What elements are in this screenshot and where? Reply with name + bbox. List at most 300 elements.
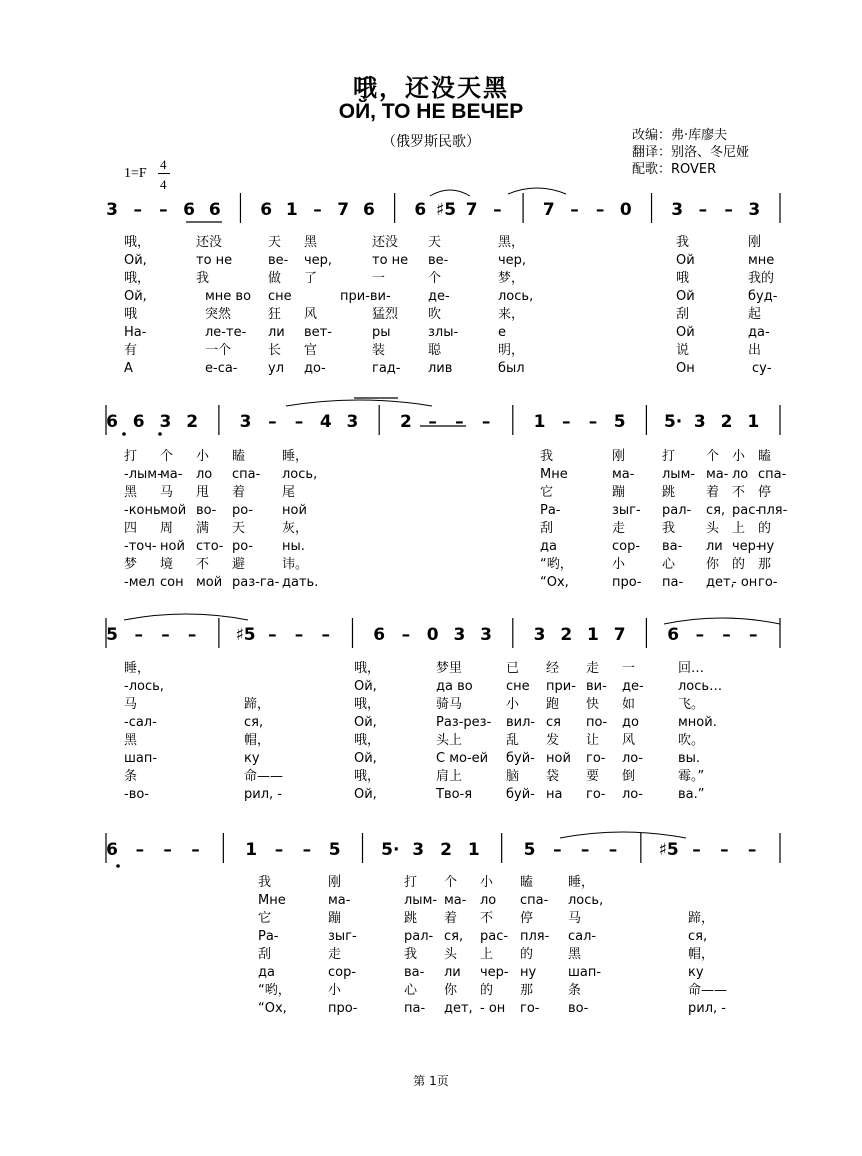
lyric-syllable: 心 — [662, 557, 676, 572]
lyric-syllable: 跳 — [662, 485, 676, 500]
lyric-syllable: - он — [732, 575, 758, 590]
lyric-syllable: 快 — [586, 697, 600, 712]
note-dash: – — [274, 840, 284, 860]
note-dash: – — [580, 840, 590, 860]
lyric-syllable: 我 — [404, 947, 418, 962]
lyric-syllable: мне — [748, 253, 775, 268]
lyric-syllable: 个 — [706, 449, 720, 464]
lyric-syllable: 走 — [612, 521, 626, 536]
lyric-syllable: ва- — [662, 539, 683, 554]
note: 3 — [693, 412, 706, 432]
lyric-syllable: сне — [506, 679, 530, 694]
lyric-syllable: го- — [758, 575, 778, 590]
lyric-syllable: сон — [160, 575, 184, 590]
note: 5· — [381, 840, 400, 860]
note: 2 — [399, 412, 412, 432]
lyric-syllable: 停 — [758, 485, 772, 500]
lyric-syllable: ку — [688, 965, 704, 980]
note: 1 — [467, 840, 480, 860]
lyric-syllable: 乱 — [506, 733, 520, 748]
lyric-syllable: 打 — [404, 875, 418, 890]
lyric-syllable: А — [124, 361, 133, 376]
lyric-syllable: 四 — [124, 521, 138, 536]
note: 5 — [523, 840, 536, 860]
lyric-syllable: 睡， — [568, 875, 595, 890]
lyric-syllable: ма- — [328, 893, 351, 908]
lyric-syllable: да- — [748, 325, 770, 340]
note-dash: – — [294, 412, 304, 432]
note: 3 — [533, 625, 546, 645]
note-dash: – — [553, 840, 562, 860]
lyric-syllable: буд- — [748, 289, 778, 304]
lyric-syllable: 甩 — [196, 485, 210, 500]
lyric-syllable: шап- — [124, 751, 158, 766]
lyric-syllable: при- — [546, 679, 576, 694]
lyric-syllable: 走 — [328, 947, 342, 962]
note: 6 — [106, 412, 118, 432]
note: 7 — [613, 625, 626, 645]
note: 3 — [346, 412, 359, 432]
note-dash: – — [749, 625, 758, 645]
lyric-syllable: е-са- — [205, 361, 238, 376]
lyric-syllable: чер, — [304, 253, 333, 268]
note: 2 — [560, 625, 573, 645]
lyric-syllable: 骑马 — [436, 697, 463, 712]
lyric-syllable: го- — [586, 787, 606, 802]
note-dash: – — [428, 412, 437, 432]
lyric-syllable: 境 — [160, 557, 174, 572]
note: 5 — [613, 412, 626, 432]
lyric-syllable: -во- — [124, 787, 149, 802]
note: 6 — [183, 200, 195, 220]
note: 1 — [747, 412, 760, 432]
lyric-syllable: сор- — [328, 965, 357, 980]
lyric-syllable: 个 — [428, 271, 442, 286]
note: 3 — [159, 412, 172, 432]
lyric-syllable: 着 — [232, 485, 246, 500]
lyric-syllable: 灰， — [282, 521, 309, 536]
note: 7 — [542, 200, 555, 220]
lyric-syllable: ло — [196, 467, 213, 482]
lyric-syllable: 发 — [546, 733, 560, 748]
lyric-syllable: ле-те- — [205, 325, 247, 340]
lyric-syllable: сто- — [196, 539, 224, 554]
note-dash: – — [401, 625, 411, 645]
lyric-syllable: спа- — [758, 467, 787, 482]
lyric-syllable: Ой, — [124, 289, 147, 304]
lyric-syllable: сне — [268, 289, 292, 304]
note: 5 — [328, 840, 341, 860]
note-dash: – — [191, 840, 200, 860]
lyric-syllable: 聪 — [428, 343, 442, 358]
lyric-syllable: ма- — [444, 893, 467, 908]
lyric-syllable: 哦 — [124, 307, 138, 322]
lyric-syllable: 帽， — [688, 947, 715, 962]
lyric-syllable: 突然 — [205, 307, 232, 322]
note-dash: – — [608, 840, 618, 860]
lyric-syllable: ку — [244, 751, 260, 766]
note: 6 — [373, 625, 386, 645]
note: ♯5 — [658, 840, 679, 860]
note: 3 — [412, 840, 425, 860]
lyric-syllable: рас- — [732, 503, 761, 518]
lyric-syllable: го- — [586, 751, 606, 766]
lyric-syllable: дет, — [706, 575, 735, 590]
lyric-syllable: ну — [520, 965, 537, 980]
tie-slur — [664, 618, 780, 624]
song-title-chinese: 哦，还没天黑 — [353, 73, 509, 102]
lyric-syllable: по- — [586, 715, 608, 730]
note-dash: – — [133, 200, 142, 220]
lyric-syllable: 风 — [304, 307, 318, 322]
lyric-syllable: 条 — [124, 769, 138, 784]
lyric-syllable: 马 — [160, 485, 174, 500]
note: 6 — [414, 200, 427, 220]
lyric-syllable: 不 — [732, 485, 746, 500]
lyric-syllable: рил, - — [244, 787, 282, 802]
lyric-syllable: 一 — [372, 271, 386, 286]
lyric-syllable: дет, — [444, 1001, 473, 1016]
lyric-syllable: 刮 — [540, 521, 554, 536]
note-dash: – — [695, 625, 705, 645]
lyric-syllable: 走 — [586, 661, 600, 676]
lyric-syllable: при-ви- — [340, 289, 391, 304]
lyric-syllable: 一 — [622, 661, 636, 676]
lyric-syllable: лось… — [678, 679, 723, 694]
octave-dot — [122, 432, 126, 436]
note: ♯5 — [235, 625, 256, 645]
lyric-syllable: -лым- — [124, 467, 162, 482]
lyric-syllable: ну — [758, 539, 775, 554]
lyric-syllable: 上 — [480, 947, 494, 962]
lyric-syllable: 不 — [480, 911, 494, 926]
lyric-syllable: ма- — [160, 467, 183, 482]
lyric-syllable: шап- — [568, 965, 602, 980]
lyric-syllable: 霉。” — [678, 769, 705, 784]
lyric-syllable: 风 — [622, 733, 636, 748]
lyric-syllable: 头 — [444, 947, 458, 962]
lyric-syllable: на — [546, 787, 563, 802]
lyric-syllable: лым- — [662, 467, 696, 482]
lyric-syllable: 停 — [520, 911, 534, 926]
lyric-syllable: рил, - — [688, 1001, 726, 1016]
lyric-syllable: 哦， — [124, 271, 151, 286]
note: 6 — [208, 200, 221, 220]
note: 6 — [260, 200, 273, 220]
lyric-syllable: “Ох, — [540, 575, 569, 590]
lyric-syllable: 你 — [706, 557, 720, 572]
credit-arranger: 改编：弗·库廖夫 — [632, 128, 728, 143]
note-dash: – — [187, 625, 197, 645]
lyric-syllable: 睡， — [124, 661, 151, 676]
lyric-syllable: 黑 — [568, 947, 582, 962]
lyric-syllable: Ра- — [540, 503, 561, 518]
lyric-syllable: вил- — [506, 715, 536, 730]
lyric-syllable: рас- — [480, 929, 509, 944]
lyric-syllable: 避 — [232, 557, 246, 572]
lyric-syllable: 哦， — [354, 661, 381, 676]
lyric-syllable: 刮 — [676, 307, 690, 322]
lyric-syllable: 帽， — [244, 733, 271, 748]
lyric-syllable: 那 — [758, 557, 772, 572]
lyric-syllable: 马 — [124, 697, 138, 712]
lyric-syllable: лось, — [498, 289, 534, 304]
lyric-syllable: ма- — [612, 467, 635, 482]
lyric-syllable: 不 — [196, 557, 210, 572]
lyric-syllable: 满 — [196, 521, 210, 536]
song-origin: （俄罗斯民歌） — [382, 134, 480, 150]
lyric-syllable: 梦里 — [436, 661, 463, 676]
lyric-syllable: 天 — [232, 521, 246, 536]
lyric-syllable: ма- — [706, 467, 729, 482]
lyric-syllable: 的 — [520, 947, 534, 962]
lyric-syllable: чер, — [498, 253, 527, 268]
note-dash: – — [724, 200, 733, 220]
lyric-syllable: 头 — [706, 521, 720, 536]
lyric-syllable: спа- — [232, 467, 261, 482]
lyric-syllable: Ой — [676, 325, 695, 340]
lyric-syllable: лось, — [282, 467, 318, 482]
lyric-syllable: 命—— — [688, 983, 728, 998]
lyric-syllable: 刮 — [258, 947, 272, 962]
lyric-syllable: 你 — [444, 983, 458, 998]
lyric-syllable: 小 — [328, 983, 342, 998]
lyric-syllable: 出 — [748, 343, 762, 358]
lyric-syllable: мой — [196, 575, 223, 590]
lyric-syllable: На- — [124, 325, 147, 340]
lyric-syllable: 跳 — [404, 911, 418, 926]
lyric-syllable: су- — [752, 361, 772, 376]
lyric-syllable: 条 — [568, 983, 582, 998]
lyric-syllable: ся, — [244, 715, 264, 730]
lyric-syllable: 肩上 — [436, 769, 463, 784]
lyric-syllable: 我 — [258, 875, 272, 890]
lyric-syllable: рал- — [662, 503, 692, 518]
lyric-syllable: 的 — [732, 557, 746, 572]
note-dash: – — [481, 412, 491, 432]
lyric-syllable: 做 — [268, 271, 282, 286]
note: 5· — [663, 412, 683, 432]
lyric-syllable: 着 — [444, 911, 458, 926]
lyric-syllable: ло- — [622, 787, 643, 802]
lyric-syllable: был — [498, 361, 525, 376]
page-number: 第 1页 — [413, 1074, 449, 1088]
lyric-syllable: 有 — [124, 343, 138, 358]
lyric-syllable: ви- — [586, 679, 607, 694]
note-dash: – — [135, 840, 145, 860]
lyric-syllable: 我 — [676, 235, 690, 250]
lyric-syllable: 还没 — [372, 235, 399, 250]
lyric-syllable: 脑 — [506, 769, 520, 784]
lyric-syllable: 的 — [480, 983, 494, 998]
lyric-syllable: 要 — [586, 769, 600, 784]
lyric-syllable: 我 — [540, 449, 554, 464]
lyric-syllable: 飞。 — [678, 697, 705, 712]
lyric-syllable: Ра- — [258, 929, 279, 944]
note: 3 — [453, 625, 466, 645]
lyric-syllable: Ой, — [124, 253, 147, 268]
lyric-syllable: 头上 — [436, 733, 463, 748]
lyric-syllable: 了 — [304, 271, 318, 286]
lyric-syllable: 吹。 — [678, 733, 705, 748]
note: 6 — [132, 412, 145, 432]
lyric-syllable: “哟， — [540, 557, 573, 572]
lyric-syllable: 着 — [706, 485, 720, 500]
note-dash: – — [493, 200, 502, 220]
lyric-syllable: 它 — [258, 911, 272, 926]
lyric-syllable: злы- — [428, 325, 459, 340]
lyric-syllable: 小 — [732, 449, 746, 464]
lyric-syllable: 刚 — [612, 449, 626, 464]
lyric-syllable: ло- — [622, 751, 643, 766]
lyric-syllable: е — [498, 325, 506, 340]
note-dash: – — [268, 412, 277, 432]
note-dash: – — [159, 200, 168, 220]
note-dash: – — [692, 840, 701, 860]
lyric-syllable: го- — [520, 1001, 540, 1016]
note: 6 — [363, 200, 375, 220]
lyric-syllable: мной. — [678, 715, 717, 730]
lyric-syllable: 回… — [678, 661, 705, 676]
lyric-syllable: зыг- — [612, 503, 641, 518]
lyric-syllable: 的 — [758, 521, 772, 536]
lyric-syllable: Ой — [676, 253, 695, 268]
lyric-syllable: 黑， — [498, 235, 525, 250]
lyric-syllable: 瞌 — [232, 449, 246, 464]
lyric-syllable: 一个 — [205, 343, 232, 358]
note: ♯5 — [435, 200, 457, 220]
note-dash: – — [747, 840, 757, 860]
lyric-syllable: -сал- — [124, 715, 157, 730]
lyric-syllable: ны. — [282, 539, 305, 554]
lyric-syllable: ли — [268, 325, 285, 340]
note: 2 — [186, 412, 199, 432]
tie-slur — [430, 190, 470, 196]
note: 2 — [720, 412, 733, 432]
tie-slur — [286, 400, 432, 406]
lyric-syllable: пля- — [758, 503, 788, 518]
lyric-syllable: пля- — [520, 929, 550, 944]
lyric-syllable: ве- — [428, 253, 449, 268]
lyric-syllable: дать. — [282, 575, 319, 590]
lyric-syllable: 讳。 — [282, 557, 309, 572]
note: 3 — [671, 200, 684, 220]
lyric-syllable: мне во — [205, 289, 252, 304]
lyric-syllable: 还没 — [196, 235, 223, 250]
lyric-syllable: 袋 — [546, 769, 560, 784]
tie-slur — [560, 832, 686, 838]
lyric-syllable: 它 — [540, 485, 554, 500]
lyric-syllable: 我的 — [748, 271, 775, 286]
note-dash: – — [588, 412, 598, 432]
note-dash: – — [321, 625, 331, 645]
note: 3 — [239, 412, 252, 432]
lyric-syllable: 吹 — [428, 307, 442, 322]
lyric-syllable: 梦 — [124, 557, 138, 572]
lyric-syllable: Мне — [540, 467, 568, 482]
lyric-syllable: ли — [706, 539, 723, 554]
lyric-syllable: -конь — [124, 503, 161, 518]
note: 1 — [285, 200, 298, 220]
lyric-syllable: Раз-рез- — [436, 715, 492, 730]
lyric-syllable: ной — [546, 751, 571, 766]
note-dash: – — [313, 200, 322, 220]
lyric-syllable: спа- — [520, 893, 549, 908]
lyric-syllable: 狂 — [268, 307, 282, 322]
note: 6 — [106, 840, 118, 860]
lyric-syllable: да во — [436, 679, 473, 694]
lyric-syllable: 已 — [506, 661, 520, 676]
lyric-syllable: про- — [612, 575, 642, 590]
lyric-syllable: 刚 — [748, 235, 762, 250]
note-dash: – — [161, 625, 170, 645]
lyric-syllable: па- — [404, 1001, 426, 1016]
lyric-syllable: Ой, — [354, 787, 377, 802]
lyric-syllable: 让 — [586, 733, 600, 748]
lyric-syllable: ва- — [404, 965, 425, 980]
lyric-syllable: ся, — [706, 503, 726, 518]
lyric-syllable: то не — [196, 253, 233, 268]
lyric-syllable: рал- — [404, 929, 434, 944]
lyric-syllable: про- — [328, 1001, 358, 1016]
lyric-syllable: ся, — [444, 929, 464, 944]
lyric-syllable: “哟， — [258, 983, 291, 998]
lyric-syllable: 起 — [748, 307, 762, 322]
octave-dot — [158, 432, 162, 436]
lyric-syllable: буй- — [506, 787, 535, 802]
note: 1 — [533, 412, 546, 432]
lyric-syllable: 黑 — [304, 235, 318, 250]
tie-slur — [124, 614, 248, 620]
lyric-syllable: чер- — [480, 965, 509, 980]
lyric-syllable: да — [540, 539, 557, 554]
note-dash: – — [561, 412, 571, 432]
lyric-syllable: ся — [546, 715, 561, 730]
note: 3 — [106, 200, 118, 220]
lyric-syllable: 瞌 — [520, 875, 534, 890]
lyric-syllable: 装 — [372, 343, 386, 358]
lyric-syllable: 命—— — [244, 769, 284, 784]
note-dash: – — [722, 625, 731, 645]
note-dash: – — [163, 840, 172, 860]
note-dash: – — [268, 625, 277, 645]
lyric-syllable: 梦， — [498, 271, 525, 286]
lyric-syllable: 倒 — [622, 769, 636, 784]
lyric-syllable: 来， — [498, 307, 525, 322]
credit-lyricist: 配歌：ROVER — [632, 162, 717, 177]
time-signature-bottom: 4 — [160, 177, 167, 192]
lyric-syllable: сал- — [568, 929, 597, 944]
note-dash: – — [698, 200, 708, 220]
note-dash: – — [134, 625, 143, 645]
lyric-syllable: гад- — [372, 361, 401, 376]
lyric-syllable: 周 — [160, 521, 174, 536]
lyric-syllable: 哦， — [354, 697, 381, 712]
lyric-syllable: во- — [196, 503, 217, 518]
lyric-syllable: лым- — [404, 893, 438, 908]
lyric-syllable: 跑 — [546, 697, 560, 712]
lyric-syllable: 经 — [546, 661, 560, 676]
lyric-syllable: лось, — [568, 893, 604, 908]
lyric-syllable: вы. — [678, 751, 701, 766]
octave-dot — [116, 864, 120, 868]
song-title-russian: ОЙ, ТО НЕ ВЕЧЕР — [338, 100, 524, 123]
lyric-syllable: ве- — [268, 253, 289, 268]
lyric-syllable: 黑 — [124, 485, 138, 500]
lyric-syllable: па- — [662, 575, 684, 590]
lyric-syllable: С мо-ей — [436, 751, 489, 766]
lyric-syllable: ро- — [232, 539, 253, 554]
